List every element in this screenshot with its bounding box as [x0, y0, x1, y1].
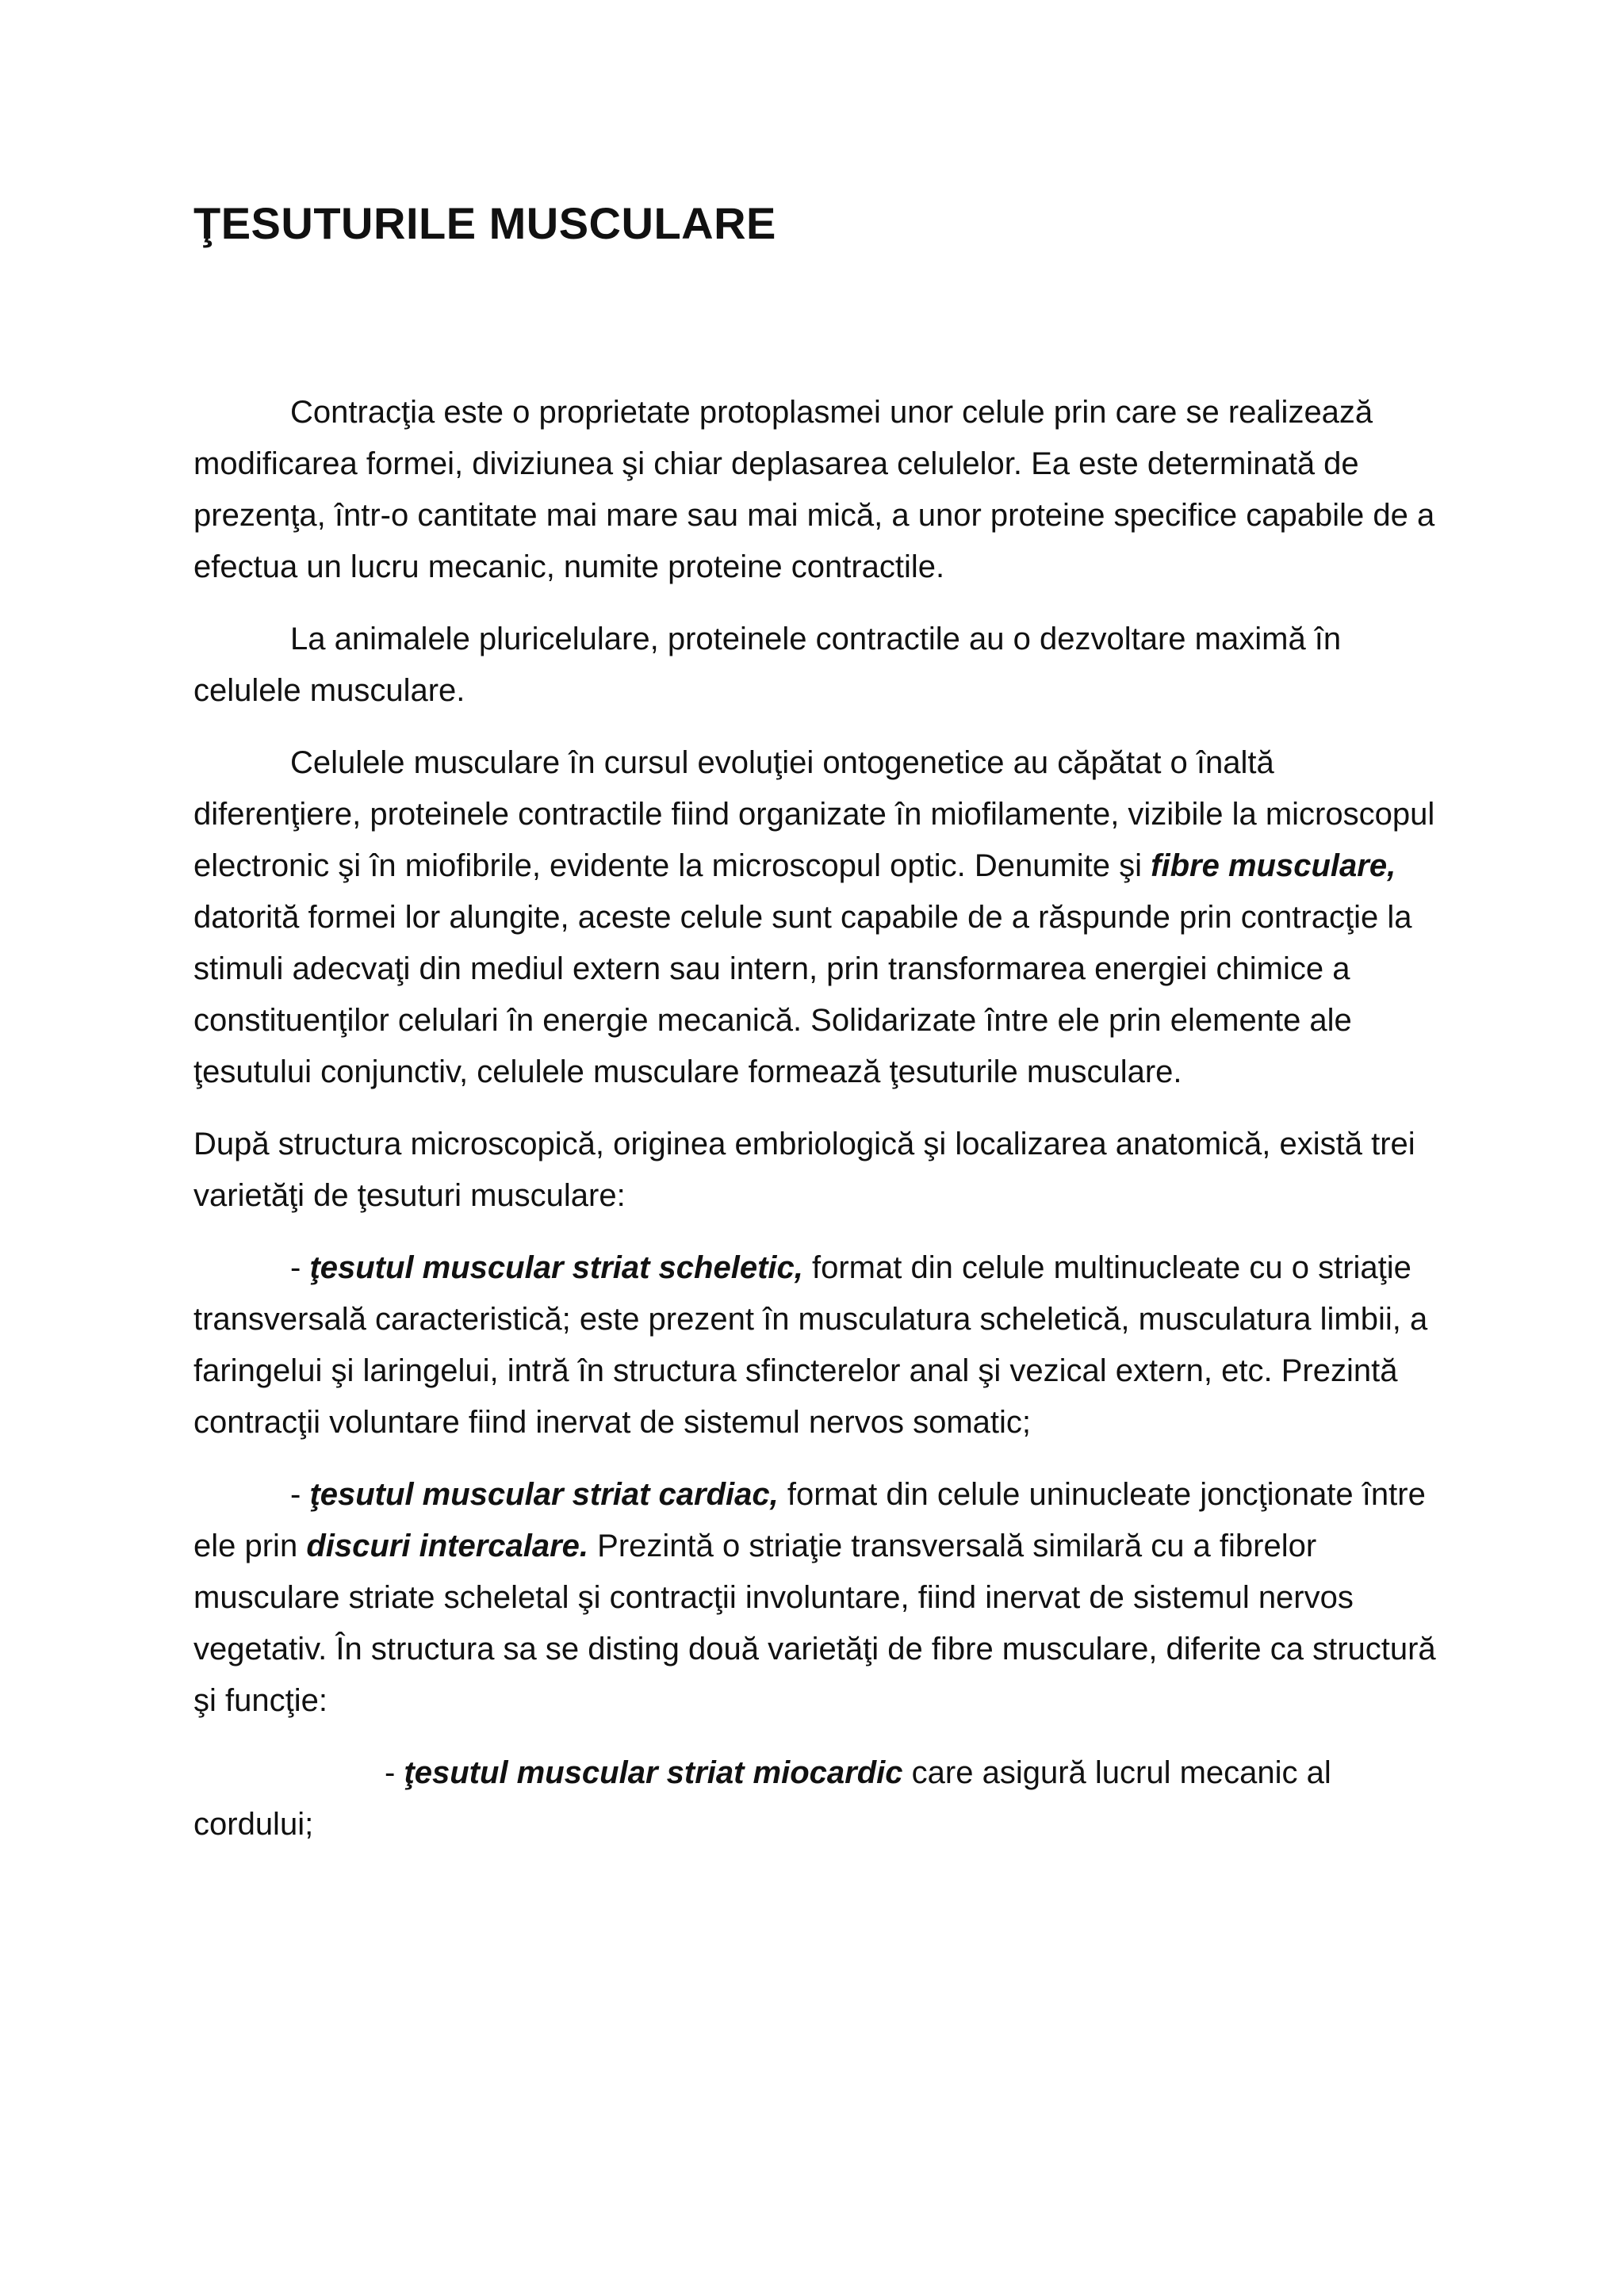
paragraph-muscle-cells-text-after: datorită formei lor alungite, aceste celule sunt capabile de a răspunde prin contracţie la stimuli adecvaţi din mediul extern sau intern, prin transformarea energiei chimice a constituenţilor celulari în energie mecanică. Solidarizate între ele prin elemente ale ţesutului conjunctiv, celulele musculare formează ţesuturile musculare. [193, 900, 1412, 1089]
document-body [193, 387, 1446, 1871]
paragraph-contraction: Contracţia este o proprietate protoplasmei unor celule prin care se realizează modificarea formei, diviziunea şi chiar deplasarea celulelor. Ea este determinată de prezenţa, într-o cantitate mai mare sau mai mică, a unor proteine specifice capabile de a efectua un lucru mecanic, numite proteine contractile. [193, 395, 1435, 584]
list-dash: - [290, 1250, 310, 1285]
sub-list-item-myocardial-muscle [193, 1747, 1446, 1850]
paragraph-muscle-cells-text-before: Celulele musculare în cursul evoluţiei ontogenetice au căpătat o înaltă diferenţiere, proteinele contractile fiind organizate în miofilamente, vizibile la microscopul electronic şi în miofibrile, evidente la microscopul optic. Denumite şi [193, 745, 1435, 883]
term-muscle-fibers: fibre musculare, [1151, 848, 1396, 883]
sub-list-item-myocardial-muscle-text: care asigură lucrul mecanic al cordului; [193, 1755, 1331, 1842]
list-item-skeletal-muscle-text: format din celule multinucleate cu o striaţie transversală caracteristică; este prezent în musculatura scheletică, musculatura limbii, a faringelui şi laringelui, intră în structura sfincterelor anal şi vezical extern, etc. Prezintă contracţii voluntare fiind inervat de sistemul nervos somatic; [193, 1250, 1428, 1440]
term-cardiac-muscle: ţesutul muscular striat cardiac, [309, 1477, 779, 1512]
list-item-cardiac-muscle-text-mid: format din celule uninucleate joncţionate între ele prin [193, 1477, 1426, 1563]
term-intercalated-discs: discuri intercalare. [306, 1529, 589, 1563]
paragraph-muscle-cells [193, 737, 1446, 1098]
list-item-cardiac-muscle-text-after: Prezintă o striaţie transversală similară cu a fibrelor musculare striate scheletal şi contracţii involuntare, fiind inervat de sistemul nervos vegetativ. În structura sa se disting două varietăţi de fibre musculare, diferite ca structură şi funcţie: [193, 1529, 1436, 1718]
term-skeletal-muscle: ţesutul muscular striat scheletic, [309, 1250, 803, 1285]
list-dash: - [385, 1755, 404, 1790]
list-item-cardiac-muscle [193, 1469, 1446, 1727]
paragraph-pluricellular: La animalele pluricelulare, proteinele contractile au o dezvoltare maximă în celulele musculare. [193, 622, 1342, 708]
list-item-skeletal-muscle [193, 1242, 1446, 1448]
document-title: ŢESUTURILE MUSCULARE [193, 198, 776, 248]
list-dash: - [290, 1477, 310, 1512]
paragraph-three-varieties: După structura microscopică, originea embriologică şi localizarea anatomică, există trei varietăţi de ţesuturi musculare: [193, 1127, 1415, 1213]
term-myocardial-muscle: ţesutul muscular striat miocardic [404, 1755, 903, 1790]
